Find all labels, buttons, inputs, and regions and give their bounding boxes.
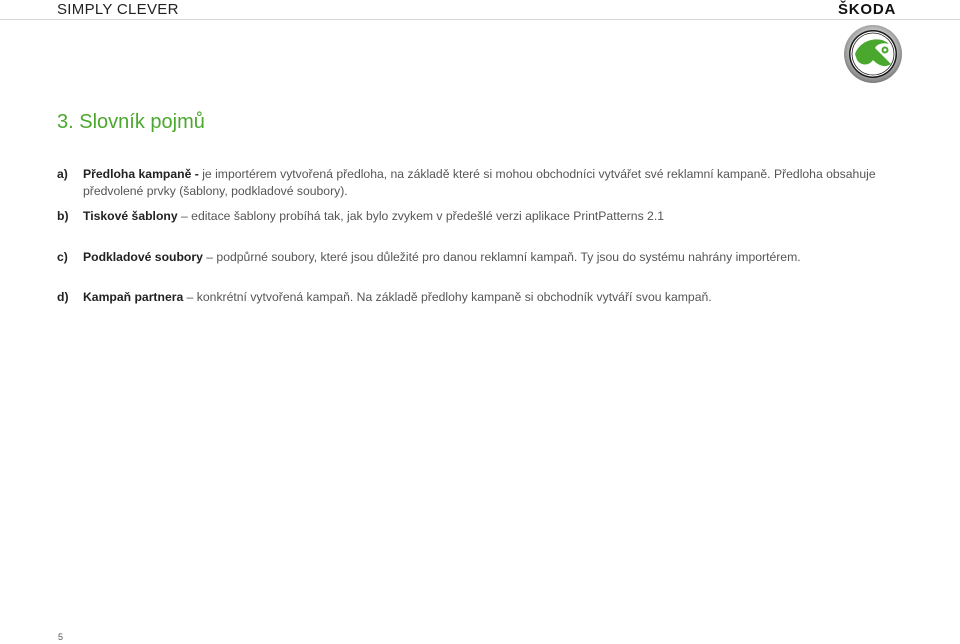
term-name: Tiskové šablony — [83, 209, 178, 223]
section-title: 3. Slovník pojmů — [57, 111, 205, 133]
term-item-c — [57, 249, 917, 266]
header-divider — [0, 19, 960, 20]
term-item-a — [57, 166, 897, 200]
term-item-b — [57, 208, 917, 225]
term-name: Předloha kampaně - — [83, 167, 199, 181]
term-letter: d) — [57, 290, 69, 304]
term-letter: a) — [57, 167, 68, 181]
slogan: SIMPLY CLEVER — [57, 1, 179, 18]
term-letter: c) — [57, 250, 68, 264]
term-description: je importérem vytvořená předloha, na základě které si mohou obchodníci vytvářet své reklamní kampaně. Předloha obsahuje předvolené prvky (šablony, podkladové soubory). — [83, 167, 876, 198]
term-description: – podpůrné soubory, které jsou důležité pro danou reklamní kampaň. Ty jsou do systému nahrány importérem. — [202, 250, 801, 264]
term-name: Kampaň partnera — [83, 290, 184, 304]
brand-wordmark: ŠKODA — [838, 1, 897, 18]
term-name: Podkladové soubory — [83, 250, 203, 264]
term-item-d — [57, 289, 917, 306]
term-description: – editace šablony probíhá tak, jak bylo zvykem v předešlé verzi aplikace PrintPatterns 2.1 — [177, 209, 665, 223]
page-number: 5 — [58, 632, 64, 642]
term-letter: b) — [57, 209, 69, 223]
brand-logo-icon — [843, 24, 903, 84]
term-description: – konkrétní vytvořená kampaň. Na základě předlohy kampaně si obchodník vytváří svou kampaň. — [183, 290, 712, 304]
